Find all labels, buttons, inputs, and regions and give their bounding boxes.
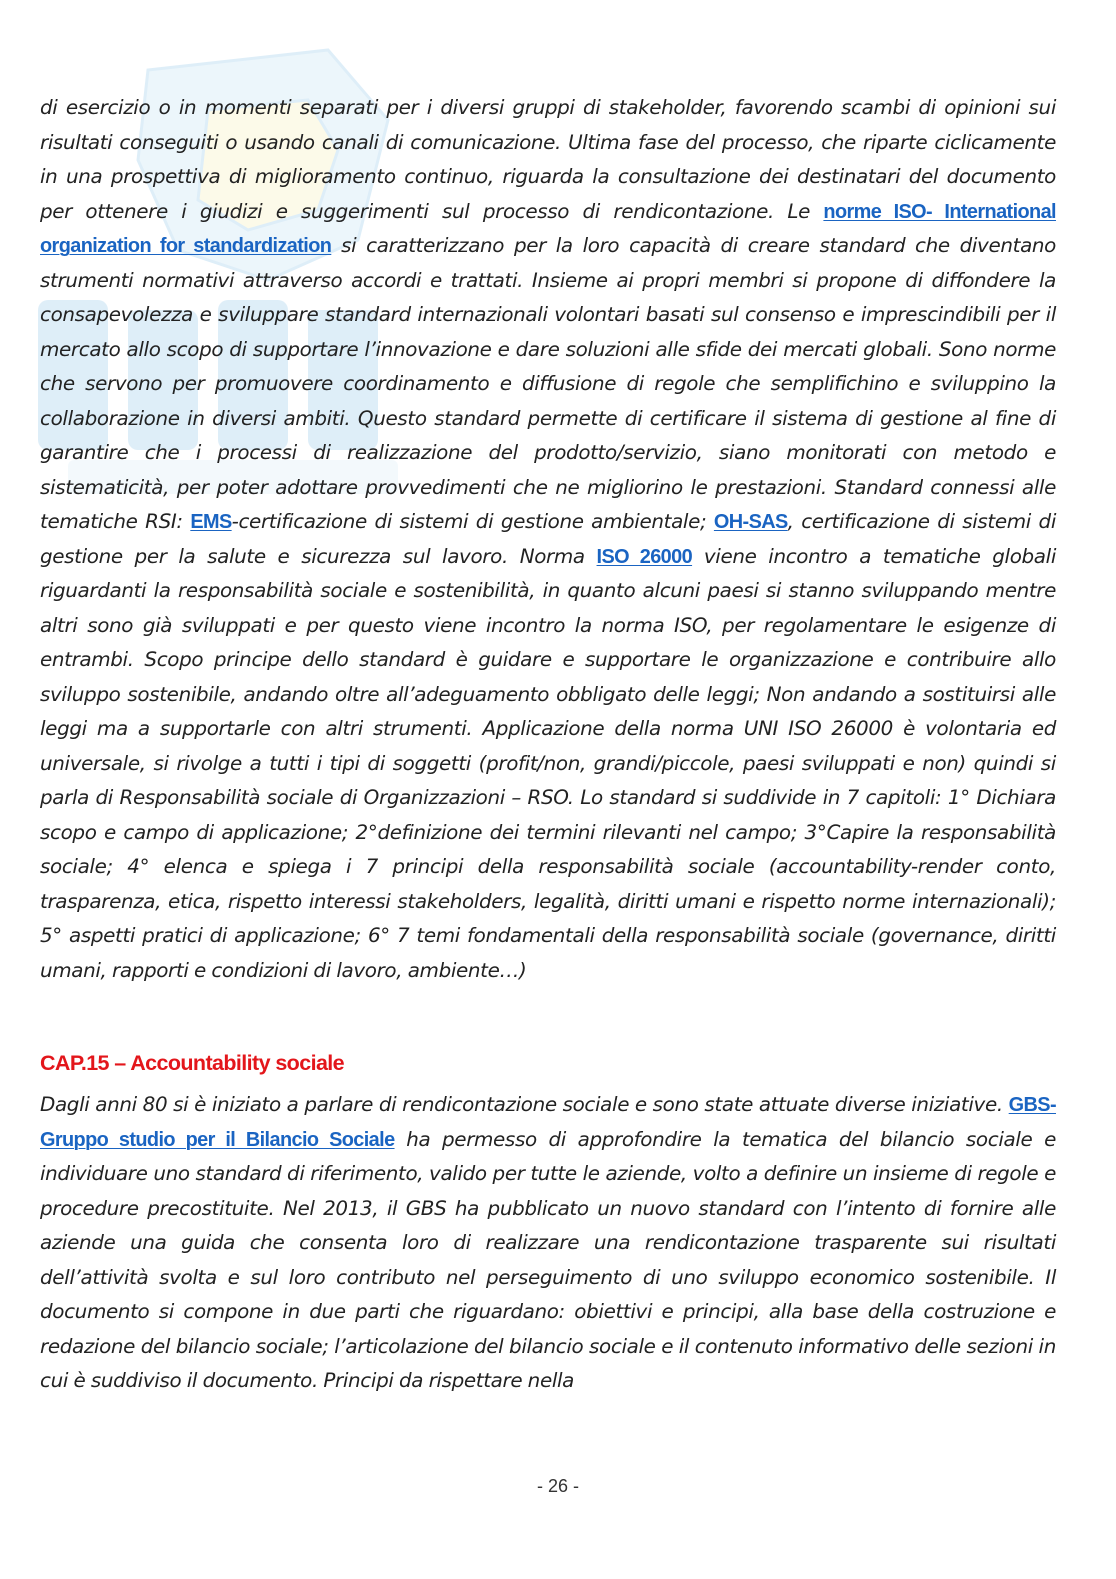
paragraph-iso-norms bbox=[40, 91, 1056, 988]
text-run: di esercizio o in momenti separati per i diversi gruppi di stakeholder, favorendo scambi di opinioni sui risultati conseguiti o usando canali di comunicazione. Ultima fase del processo, che riparte ciclicamente in una prospettiva di miglioramento continuo, riguarda la consultazione dei destinatari del documento per ottenere i giudizi e suggerimenti sul processo di rendicontazione. Le bbox=[40, 96, 1056, 223]
text-run: viene incontro a tematiche globali riguardanti la responsabilità sociale e sostenibilità, in quanto alcuni paesi si stanno sviluppando mentre altri sono già sviluppati e per questo viene incontro la norma ISO, per regolamentare le esigenze di entrambi. Scopo principe dello standard è guidare e supportare le organizzazione e contribuire allo sviluppo sostenibile, andando oltre all’adeguamento obbligato delle leggi; Non andando a sostituirsi alle leggi ma a supportarle con altri strumenti. Applicazione della norma UNI ISO 26000 è volontaria ed universale, si rivolge a tutti i tipi di soggetti (profit/non, grandi/piccole, paesi sviluppati e non) quindi si parla di Responsabilità sociale di Organizzazioni – RSO. Lo standard si suddivide in 7 capitoli: 1° Dichiara scopo e campo di applicazione; 2°definizione dei termini rilevanti nel campo; 3°Capire la responsabilità sociale; 4° elenca e spiega i 7 principi della responsabilità sociale (accountability-render conto, trasparenza, etica, rispetto interessi stakeholders, legalità, diritti umani e rispetto norme internazionali); 5° aspetti pratici di applicazione; 6° 7 temi fondamentali della responsabilità sociale (governance, diritti umani, rapporti e condizioni di lavoro, ambiente…) bbox=[40, 544, 1056, 982]
link-iso-26000[interactable]: ISO 26000 bbox=[596, 545, 693, 568]
link-oh-sas[interactable]: OH-SAS bbox=[713, 511, 788, 533]
link-ems[interactable]: EMS bbox=[190, 511, 232, 533]
text-run: ha permesso di approfondire la tematica del bilancio sociale e individuare uno standard di riferimento, valido per tutte le aziende, volto a definire un insieme di regole e procedure precostituite. Nel 2013, il GBS ha pubblicato un nuovo standard con l’intento di fornire alle aziende una guida che consenta loro di realizzare una rendicontazione trasparente sui risultati dell’attività svolta e sul loro contributo nel perseguimento di uno sviluppo economico sostenibile. Il documento si compone in due parti che riguardano: obiettivi e principi, alla base della costruzione e redazione del bilancio sociale; l’articolazione del bilancio sociale e il contenuto informativo delle sezioni in cui è suddiviso il documento. Principi da rispettare nella bbox=[40, 1127, 1056, 1392]
text-run: si caratterizzano per la loro capacità di creare standard che diventano strumenti normativi attraverso accordi e trattati. Insieme ai propri membri si propone di diffondere la consapevolezza e sviluppare standard internazionali volontari basati sul consenso e imprescindibili per il mercato allo scopo di supportare l’innovazione e dare soluzioni alle sfide dei mercati globali. Sono norme che servono per promuovere coordinamento e diffusione di regole che semplifichino e sviluppino la collaborazione in diversi ambiti. Questo standard permette di certificare il sistema di gestione al fine di garantire che i processi di realizzazione del prodotto/servizio, siano monitorati con metodo e sistematicità, per poter adottare provvedimenti che ne migliorino le prestazioni. Standard connessi alle tematiche RSI: bbox=[40, 234, 1056, 533]
text-run: Dagli anni 80 si è iniziato a parlare di rendicontazione sociale e sono state attuate diverse iniziative. bbox=[40, 1093, 1009, 1116]
link-gbs[interactable]: GBS-Gruppo studio per il Bilancio Sociale bbox=[40, 1094, 1056, 1151]
text-run: , certificazione di sistemi di gestione per la salute e sicurezza sul lavoro. Norma bbox=[40, 510, 1056, 568]
page-number: - 26 - bbox=[536, 1476, 579, 1496]
paragraph-gbs bbox=[40, 1088, 1056, 1399]
link-iso-norms[interactable]: norme ISO- International organization for standardization bbox=[40, 200, 1056, 257]
text-run: -certificazione di sistemi di gestione ambientale; bbox=[231, 510, 714, 533]
page-content bbox=[40, 91, 1056, 1399]
chapter-heading: CAP.15 – Accountability sociale bbox=[40, 1051, 345, 1075]
